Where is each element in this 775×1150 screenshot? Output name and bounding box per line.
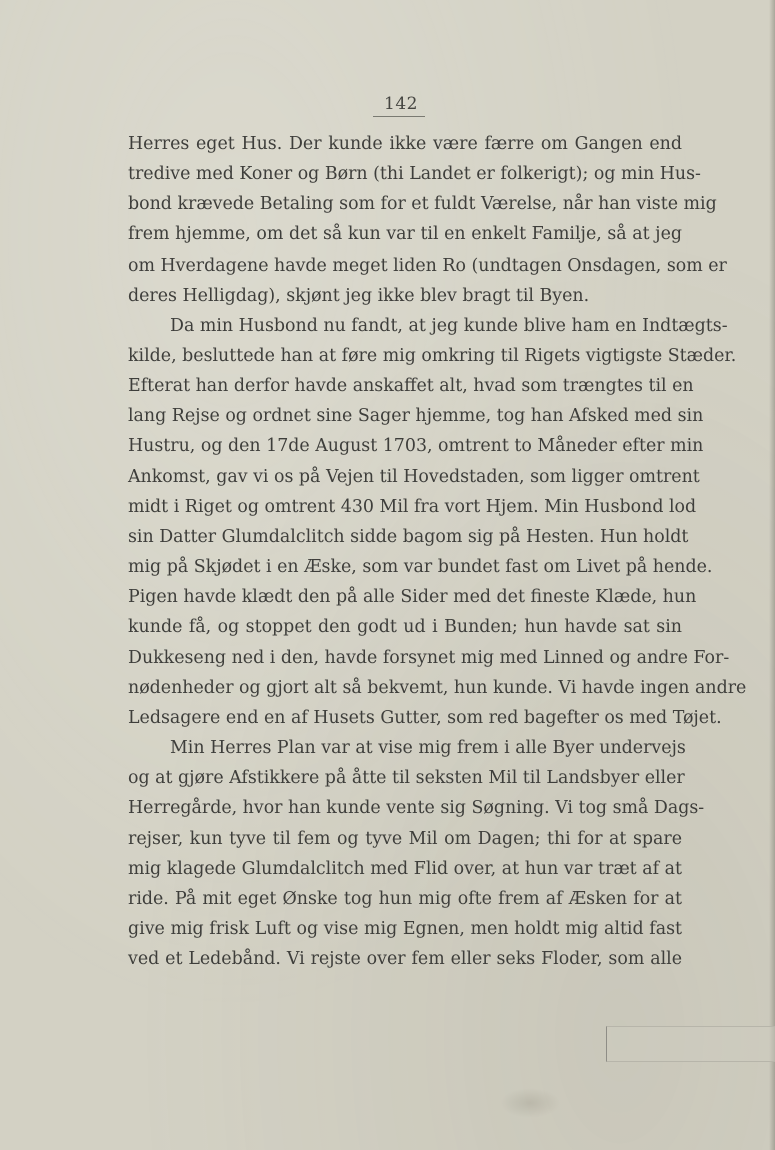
text-line: mig klagede Glumdalclitch med Flid over, at hun var træt af at bbox=[128, 859, 682, 879]
text-line: ved et Ledebånd. Vi rejste over fem eller seks Floder, som alle bbox=[128, 949, 682, 969]
text-line: tredive med Koner og Børn (thi Landet er folkerigt); og min Hus- bbox=[128, 164, 701, 184]
text-line: lang Rejse og ordnet sine Sager hjemme, tog han Afsked med sin bbox=[128, 406, 704, 426]
text-line: nødenheder og gjort alt så bekvemt, hun kunde. Vi havde ingen andre bbox=[128, 678, 747, 698]
text-line: kilde, besluttede han at føre mig omkring til Rigets vigtigste Stæder. bbox=[128, 346, 737, 366]
text-line: om Hverdagene havde meget liden Ro (undtagen Onsdagen, som er bbox=[128, 256, 727, 276]
page-edge-shadow bbox=[769, 0, 775, 1150]
page-number-rule bbox=[373, 116, 425, 117]
text-line: kunde få, og stoppet den godt ud i Bunden; hun havde sat sin bbox=[128, 617, 682, 637]
text-line: Efterat han derfor havde anskaffet alt, hvad som trængtes til en bbox=[128, 376, 694, 396]
text-line: Ledsagere end en af Husets Gutter, som red bagefter os med Tøjet. bbox=[128, 708, 722, 728]
text-line: Pigen havde klædt den på alle Sider med det fineste Klæde, hun bbox=[128, 587, 697, 607]
page-number: 142 bbox=[384, 94, 418, 114]
text-line: Dukkeseng ned i den, havde forsynet mig med Linned og andre For- bbox=[128, 648, 730, 668]
text-line: frem hjemme, om det så kun var til en enkelt Familje, så at jeg bbox=[128, 224, 682, 244]
text-line: Ankomst, gav vi os på Vejen til Hovedstaden, som ligger omtrent bbox=[128, 467, 700, 487]
text-line: og at gjøre Afstikkere på åtte til seksten Mil til Landsbyer eller bbox=[128, 768, 685, 788]
text-line: give mig frisk Luft og vise mig Egnen, men holdt mig altid fast bbox=[128, 919, 682, 939]
text-line: deres Helligdag), skjønt jeg ikke blev bragt til Byen. bbox=[128, 286, 590, 306]
text-line: midt i Riget og omtrent 430 Mil fra vort Hjem. Min Husbond lod bbox=[128, 497, 697, 517]
paragraph-start-line: Min Herres Plan var at vise mig frem i alle Byer undervejs bbox=[170, 738, 686, 758]
text-line: Hustru, og den 17de August 1703, omtrent to Måneder efter min bbox=[128, 436, 704, 456]
text-line: Herregårde, hvor han kunde vente sig Søgning. Vi tog små Dags- bbox=[128, 798, 705, 818]
paper-stain bbox=[500, 1088, 560, 1118]
text-line: Herres eget Hus. Der kunde ikke være færre om Gangen end bbox=[128, 134, 682, 154]
text-line: rejser, kun tyve til fem og tyve Mil om Dagen; thi for at spare bbox=[128, 829, 682, 849]
text-line: sin Datter Glumdalclitch sidde bagom sig på Hesten. Hun holdt bbox=[128, 527, 689, 547]
library-mark-box bbox=[606, 1026, 775, 1062]
text-line: ride. På mit eget Ønske tog hun mig ofte frem af Æsken for at bbox=[128, 889, 682, 909]
text-line: bond krævede Betaling som for et fuldt Værelse, når han viste mig bbox=[128, 194, 717, 214]
text-line: mig på Skjødet i en Æske, som var bundet fast om Livet på hende. bbox=[128, 557, 713, 577]
paragraph-start-line: Da min Husbond nu fandt, at jeg kunde blive ham en Indtægts- bbox=[170, 316, 728, 336]
